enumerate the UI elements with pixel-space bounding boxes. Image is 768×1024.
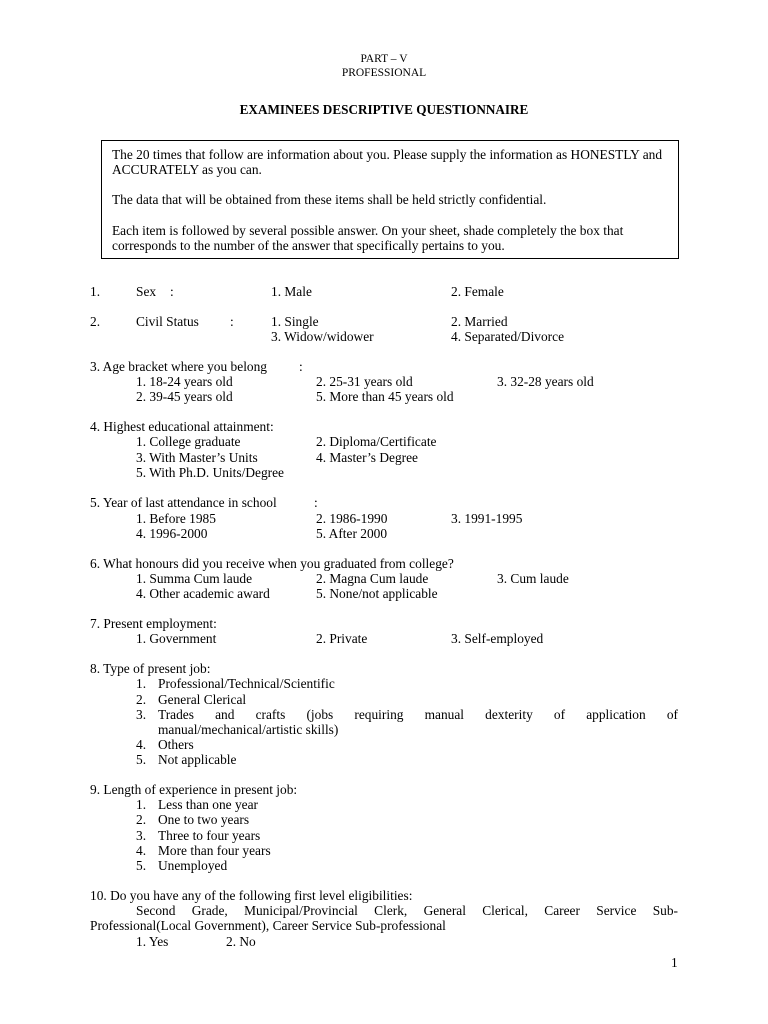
question-8-option: Professional/Technical/Scientific [158,676,335,691]
instructions-paragraph-2: The data that will be obtained from these items shall be held strictly confidential. [112,192,547,208]
page-title: EXAMINEES DESCRIPTIVE QUESTIONNAIRE [239,102,529,117]
question-9-option: More than four years [158,843,271,858]
question-8-option-number: 3. [136,707,147,722]
question-3-text: 3. Age bracket where you belong [90,359,267,374]
question-9-option-number: 4. [136,843,147,858]
question-8-option: Trades and crafts (jobs requiring manual dexterity of application of [158,707,678,722]
question-2-option: 3. Widow/widower [271,329,374,344]
question-4-option: 5. With Ph.D. Units/Degree [136,465,284,480]
question-4-option: 1. College graduate [136,434,241,449]
question-4-option: 4. Master’s Degree [316,450,419,465]
question-5-option: 2. 1986-1990 [316,511,388,526]
question-10-eligibilities-line-1: Second Grade, Municipal/Provincial Clerk, General Clerical, Career Service Sub- [136,903,678,918]
question-2-option: 1. Single [271,314,319,329]
question-9-text: 9. Length of experience in present job: [90,782,298,797]
question-7-option: 3. Self-employed [451,631,544,646]
question-9-option-number: 1. [136,797,147,812]
question-2-option: 2. Married [451,314,508,329]
part-label: PART – V [360,53,408,65]
instructions-box [101,140,679,259]
question-9-option: Unemployed [158,858,228,873]
question-9-option-number: 3. [136,828,147,843]
instructions-paragraph-1: The 20 times that follow are information about you. Please supply the information as HONESTLY and ACCURATELY as you can. [112,147,663,178]
question-8-option-continuation: manual/mechanical/artistic skills) [158,722,339,737]
question-8-option: Not applicable [158,752,237,767]
question-3-option: 2. 25-31 years old [316,374,413,389]
question-7-option: 2. Private [316,631,368,646]
question-1-colon: : [170,284,174,299]
question-3-colon: : [299,359,303,374]
question-1-label: Sex [136,284,157,299]
question-5-option: 3. 1991-1995 [451,511,523,526]
question-8-option-number: 5. [136,752,147,767]
question-8-option-number: 1. [136,676,147,691]
question-1-option: 2. Female [451,284,504,299]
question-3-option: 5. More than 45 years old [316,389,454,404]
question-10-option: 1. Yes [136,934,169,949]
question-1-number: 1. [90,284,101,299]
question-6-option: 2. Magna Cum laude [316,571,429,586]
question-3-option: 2. 39-45 years old [136,389,233,404]
question-6-option: 4. Other academic award [136,586,270,601]
question-8-option-number: 4. [136,737,147,752]
question-5-option: 4. 1996-2000 [136,526,208,541]
question-2-label: Civil Status [136,314,199,329]
question-2-number: 2. [90,314,101,329]
question-8-text: 8. Type of present job: [90,661,211,676]
question-10-option: 2. No [226,934,256,949]
question-9-option: Three to four years [158,828,261,843]
page-number: 1 [671,955,678,970]
question-2-colon: : [230,314,234,329]
question-9-option: One to two years [158,812,250,827]
question-8-option-number: 2. [136,692,147,707]
question-4-option: 3. With Master’s Units [136,450,258,465]
question-4-text: 4. Highest educational attainment: [90,419,274,434]
category-label: PROFESSIONAL [341,67,427,79]
question-9-option-number: 5. [136,858,147,873]
instructions-paragraph-3: Each item is followed by several possible answer. On your sheet, shade completely the box that corresponds to the number of the answer that specifically pertains to you. [112,222,624,253]
question-6-option: 3. Cum laude [497,571,569,586]
question-10-eligibilities-line-2: Professional(Local Government), Career Service Sub-professional [90,918,446,933]
question-9-option: Less than one year [158,797,259,812]
question-8-option: General Clerical [158,692,247,707]
question-5-option: 5. After 2000 [316,526,388,541]
question-7-option: 1. Government [136,631,217,646]
question-4-option: 2. Diploma/Certificate [316,434,437,449]
question-8-option: Others [158,737,194,752]
question-7-text: 7. Present employment: [90,616,217,631]
question-2-option: 4. Separated/Divorce [451,329,565,344]
question-6-option: 1. Summa Cum laude [136,571,253,586]
question-9-option-number: 2. [136,812,147,827]
question-6-text: 6. What honours did you receive when you graduated from college? [90,556,454,571]
question-5-option: 1. Before 1985 [136,511,216,526]
question-6-option: 5. None/not applicable [316,586,438,601]
question-1-option: 1. Male [271,284,312,299]
question-3-option: 3. 32-28 years old [497,374,594,389]
question-5-text: 5. Year of last attendance in school [90,495,277,510]
question-10-text: 10. Do you have any of the following first level eligibilities: [90,888,413,903]
question-3-option: 1. 18-24 years old [136,374,233,389]
question-5-colon: : [314,495,318,510]
